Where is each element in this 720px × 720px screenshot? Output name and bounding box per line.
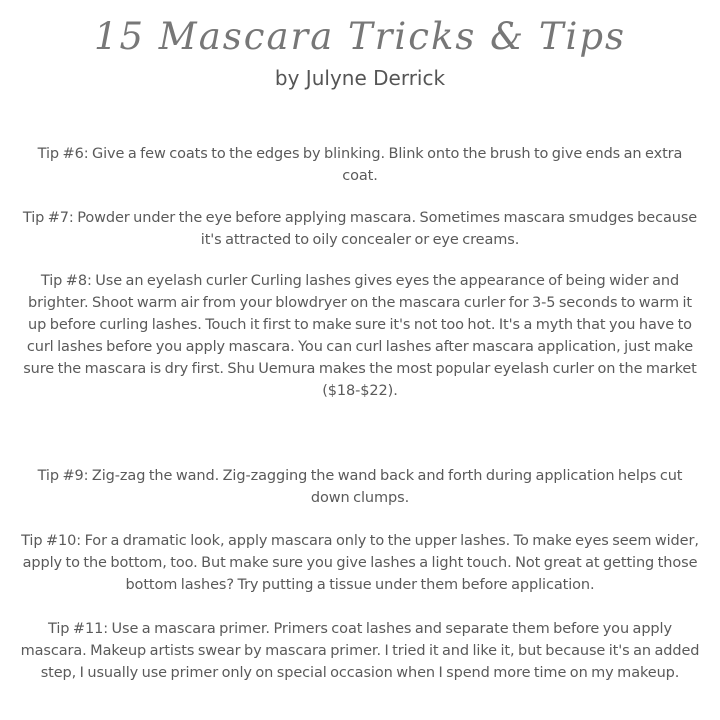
- tip-8-paragraph: Tip #8: Use an eyelash curler Curling lashes gives eyes the appearance of being wider and brighter. Shoot warm air from your blowdryer on the mascara curler for 3-5 seconds to warm it up before curling lashes. Touch it first to make sure it's not too hot. It's a myth that you have to curl lashes before you apply mascara. You can curl lashes after mascara application, just make sure the mascara is dry first. Shu Uemura makes the most popular eyelash curler on the market ($18-$22).: [23, 273, 697, 399]
- tip-6-paragraph: Tip #6: Give a few coats to the edges by blinking. Blink onto the brush to give ends an extra coat.: [37, 146, 683, 184]
- page-title: 15 Mascara Tricks & Tips: [93, 15, 627, 58]
- author-byline: by Julyne Derrick: [274, 66, 446, 90]
- tip-11-paragraph: Tip #11: Use a mascara primer. Primers coat lashes and separate them before you apply mascara. Makeup artists swear by mascara primer. I tried it and like it, but because it's an added step, I usually use primer only on special occasion when I spend more time on my makeup.: [20, 621, 700, 681]
- tip-7-paragraph: Tip #7: Powder under the eye before applying mascara. Sometimes mascara smudges because it's attracted to oily concealer or eye creams.: [22, 210, 698, 248]
- tip-9-paragraph: Tip #9: Zig-zag the wand. Zig-zagging the wand back and forth during application helps cut down clumps.: [37, 468, 683, 506]
- tip-10-paragraph: Tip #10: For a dramatic look, apply mascara only to the upper lashes. To make eyes seem wider, apply to the bottom, too. But make sure you give lashes a light touch. Not great at getting those bottom lashes? Try putting a tissue under them before application.: [21, 533, 699, 593]
